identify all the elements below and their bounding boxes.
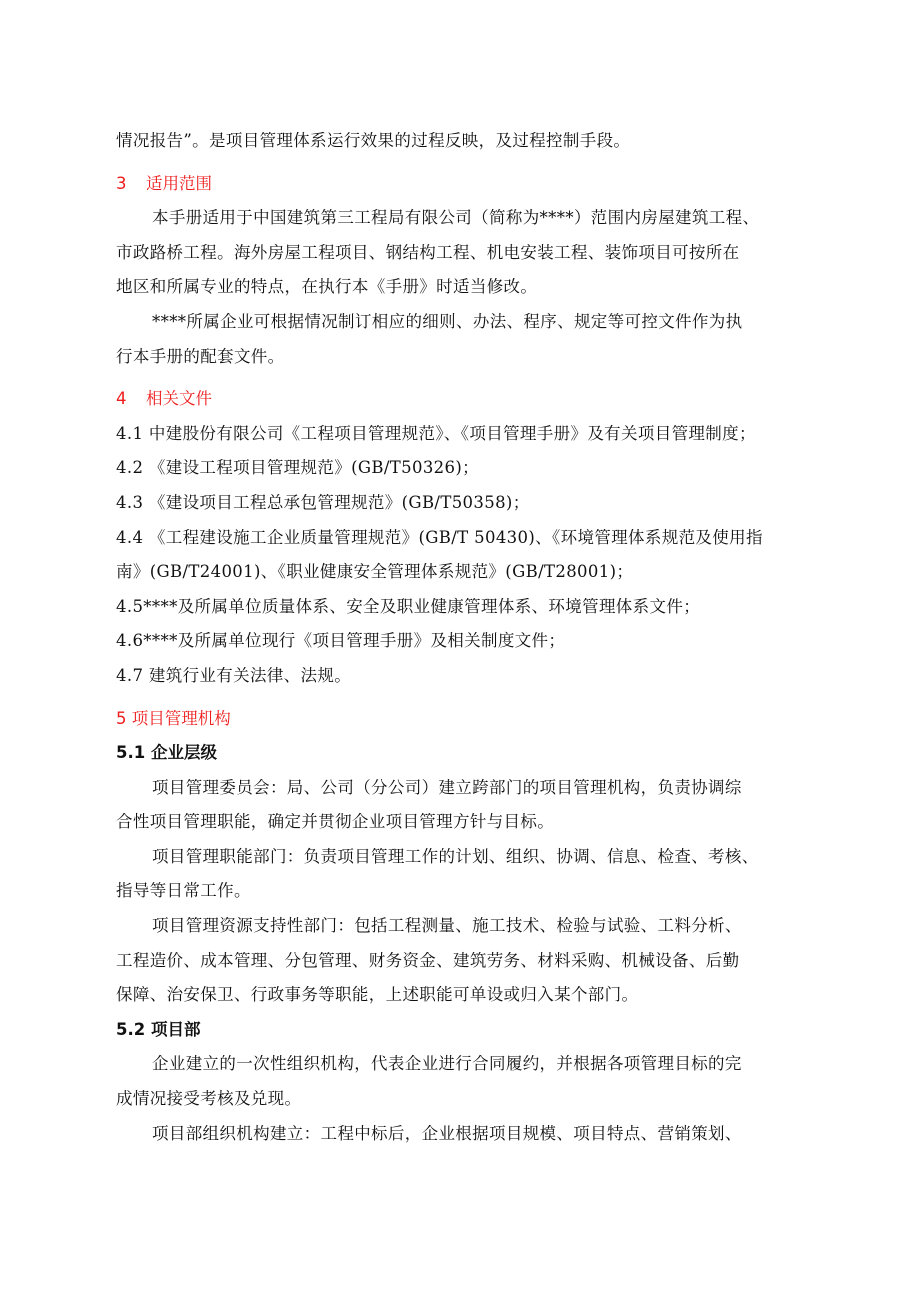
- section-4-title: 相关文件: [146, 389, 212, 409]
- section-3-title: 适用范围: [146, 173, 212, 193]
- document-page: [116, 124, 810, 1151]
- reference-item: 4.2 《建设工程项目管理规范》(GB/T50326)；: [116, 458, 480, 478]
- reference-item: 4.4 《工程建设施工企业质量管理规范》(GB/T 50430)、《环境管理体系规范及使用指: [116, 527, 763, 547]
- reference-item: 4.1 中建股份有限公司《工程项目管理规范》、《项目管理手册》及有关项目管理制度；: [116, 423, 756, 443]
- reference-item: 4.6****及所属单位现行《项目管理手册》及相关制度文件；: [116, 631, 566, 651]
- section-3-paragraph-2-line: ****所属企业可根据情况制订相应的细则、办法、程序、规定等可控文件作为执: [152, 311, 743, 331]
- section-3-paragraph-2-line: 行本手册的配套文件。: [116, 346, 285, 366]
- intro-line: 情况报告”。是项目管理体系运行效果的过程反映，及过程控制手段。: [116, 131, 631, 150]
- subsection-5-1-paragraph-line: 项目管理委员会：局、公司（分公司）建立跨部门的项目管理机构，负责协调综: [152, 777, 742, 797]
- section-3-paragraph-1-line: 市政路桥工程。海外房屋工程项目、钢结构工程、机电安装工程、装饰项目可按所在: [116, 242, 740, 262]
- section-3-number: 3: [116, 173, 127, 193]
- subsection-5-1-paragraph-line: 指导等日常工作。: [116, 881, 251, 901]
- section-5-heading: [116, 702, 810, 737]
- subsection-5-1-paragraph-line: 项目管理职能部门：负责项目管理工作的计划、组织、协调、信息、检查、考核、: [152, 846, 759, 866]
- subsection-5-1-paragraph-line: 工程造价、成本管理、分包管理、财务资金、建筑劳务、材料采购、机械设备、后勤: [116, 950, 740, 970]
- subsection-5-1-paragraph-line: 合性项目管理职能，确定并贯彻企业项目管理方针与目标。: [116, 812, 555, 832]
- subsection-5-2-paragraph-line: 企业建立的一次性组织机构，代表企业进行合同履约，并根据各项管理目标的完: [152, 1054, 742, 1074]
- section-5-title: 项目管理机构: [131, 708, 231, 728]
- reference-item: 4.5****及所属单位质量体系、安全及职业健康管理体系、环境管理体系文件；: [116, 596, 701, 616]
- reference-item: 4.3 《建设项目工程总承包管理规范》(GB/T50358)；: [116, 492, 530, 512]
- section-5-number: 5: [116, 708, 127, 728]
- section-4-number: 4: [116, 389, 127, 409]
- section-3-paragraph-1-line: 地区和所属专业的特点，在执行本《手册》时适当修改。: [116, 277, 538, 297]
- subsection-5-2-heading: 5.2 项目部: [116, 1019, 201, 1039]
- subsection-5-1-heading: 5.1 企业层级: [116, 743, 217, 763]
- subsection-5-1-paragraph-line: 保障、治安保卫、行政事务等职能，上述职能可单设或归入某个部门。: [116, 985, 639, 1005]
- reference-item-continuation: 南》(GB/T24001)、《职业健康安全管理体系规范》(GB/T28001)；: [116, 562, 634, 582]
- section-4-heading: [116, 382, 810, 417]
- subsection-5-1-paragraph-line: 项目管理资源支持性部门：包括工程测量、施工技术、检验与试验、工料分析、: [152, 916, 742, 936]
- section-3-paragraph-1-line: 本手册适用于中国建筑第三工程局有限公司（简称为****）范围内房屋建筑工程、: [152, 208, 760, 228]
- reference-item: 4.7 建筑行业有关法律、法规。: [116, 665, 352, 685]
- section-3-heading: [116, 167, 810, 202]
- subsection-5-2-paragraph-line: 项目部组织机构建立：工程中标后，企业根据项目规模、项目特点、营销策划、: [152, 1123, 742, 1143]
- subsection-5-2-paragraph-line: 成情况接受考核及兑现。: [116, 1089, 302, 1109]
